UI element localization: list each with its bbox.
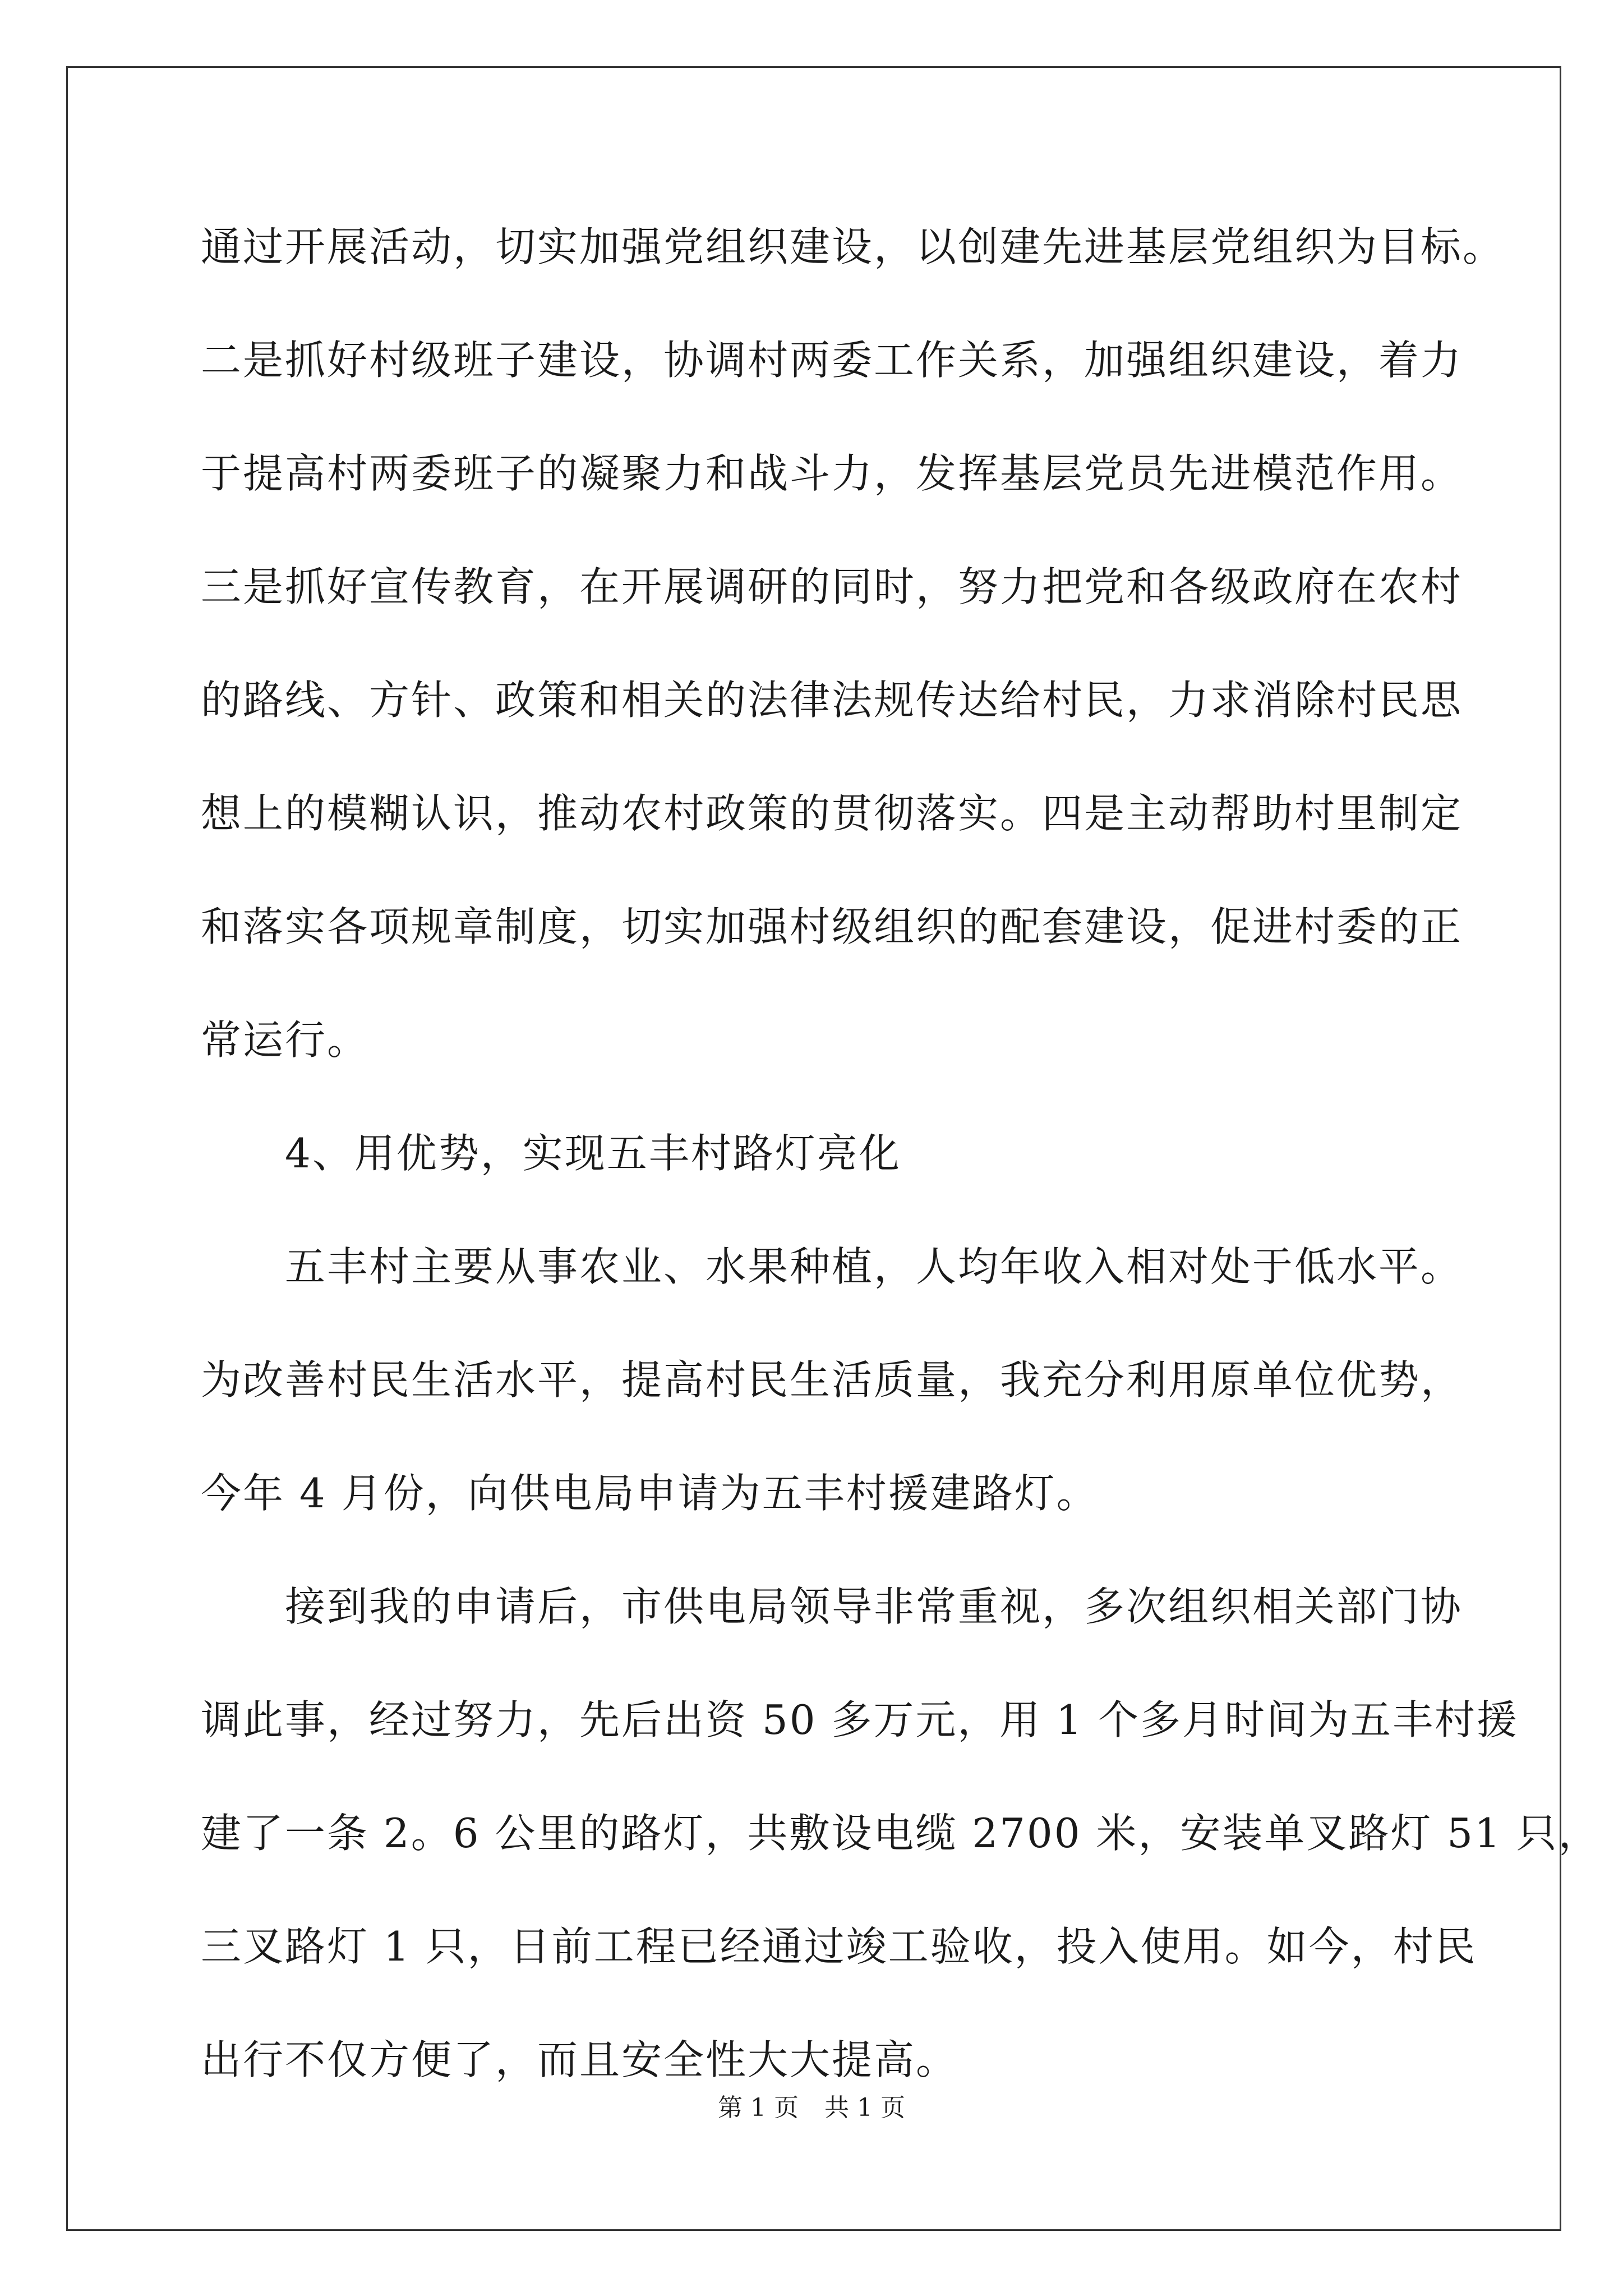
section-heading: 4、用优势，实现五丰村路灯亮化 xyxy=(285,1130,901,1177)
text-line: 今年 4 月份，向供电局申请为五丰村援建路灯。 xyxy=(201,1470,1099,1517)
text-line: 想上的模糊认识，推动农村政策的贯彻落实。四是主动帮助村里制定 xyxy=(201,790,1463,837)
text-line: 调此事，经过努力，先后出资 50 多万元，用 1 个多月时间为五丰村援 xyxy=(201,1696,1519,1743)
text-line: 三叉路灯 1 只，日前工程已经通过竣工验收，投入使用。如今，村民 xyxy=(201,1923,1477,1970)
text-line: 接到我的申请后，市供电局领导非常重视，多次组织相关部门协 xyxy=(285,1583,1463,1630)
text-line: 三是抓好宣传教育，在开展调研的同时，努力把党和各级政府在农村 xyxy=(201,563,1463,610)
page-footer xyxy=(0,2091,1623,2125)
text-line: 通过开展活动，切实加强党组织建设，以创建先进基层党组织为目标。 xyxy=(201,223,1505,270)
text-line: 建了一条 2。6 公里的路灯，共敷设电缆 2700 米，安装单叉路灯 51 只， xyxy=(201,1810,1601,1857)
text-line: 二是抓好村级班子建设，协调村两委工作关系，加强组织建设，着力 xyxy=(201,337,1463,384)
text-line: 常运行。 xyxy=(201,1016,370,1064)
page-number: 第 1 页 xyxy=(718,2093,799,2122)
text-line: 为改善村民生活水平，提高村民生活质量，我充分利用原单位优势， xyxy=(201,1356,1463,1404)
text-line: 五丰村主要从事农业、水果种植，人均年收入相对处于低水平。 xyxy=(285,1243,1463,1290)
page-total: 共 1 页 xyxy=(824,2093,905,2122)
text-line: 于提高村两委班子的凝聚力和战斗力，发挥基层党员先进模范作用。 xyxy=(201,450,1463,497)
text-line: 和落实各项规章制度，切实加强村级组织的配套建设，促进村委的正 xyxy=(201,903,1463,950)
text-line: 出行不仅方便了，而且安全性大大提高。 xyxy=(201,2036,958,2083)
text-line: 的路线、方针、政策和相关的法律法规传达给村民，力求消除村民思 xyxy=(201,677,1463,724)
